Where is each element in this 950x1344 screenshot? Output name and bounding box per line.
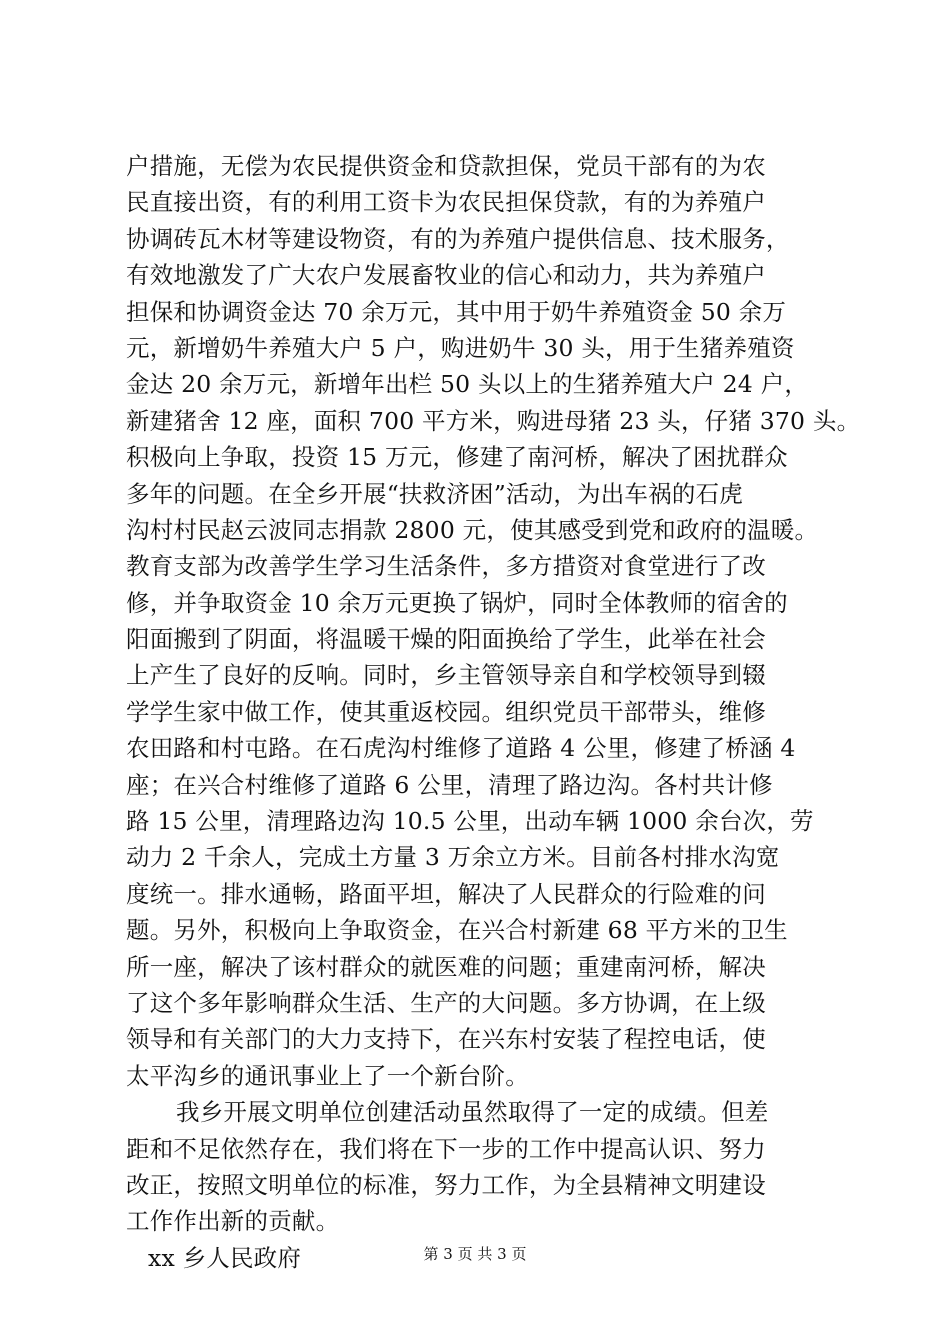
body-line: 路 15 公里，清理路边沟 10.5 公里，出动车辆 1000 余台次，劳 (126, 807, 814, 836)
body-line: 动力 2 千余人，完成土方量 3 万余立方米。目前各村排水沟宽 (126, 843, 780, 872)
body-line: 所一座，解决了该村群众的就医难的问题；重建南河桥，解决 (126, 952, 766, 981)
body-line: 题。另外，积极向上争取资金，在兴合村新建 68 平方米的卫生 (126, 916, 788, 945)
closing-paragraph-line: 距和不足依然存在，我们将在下一步的工作中提高认识、努力 (126, 1134, 766, 1163)
closing-paragraph-first-line: 我乡开展文明单位创建活动虽然取得了一定的成绩。但差 (176, 1098, 769, 1127)
body-line: 多年的问题。在全乡开展“扶救济困”活动，为出车祸的石虎 (126, 479, 743, 508)
body-line: 担保和协调资金达 70 余万元，其中用于奶牛养殖资金 50 余万 (126, 297, 787, 326)
body-line: 协调砖瓦木材等建设物资，有的为养殖户提供信息、技术服务， (126, 224, 790, 253)
body-line: 新建猪舍 12 座，面积 700 平方米，购进母猪 23 头，仔猪 370 头。 (126, 406, 861, 435)
body-line: 阳面搬到了阴面，将温暖干燥的阳面换给了学生，此举在社会 (126, 625, 766, 654)
body-line: 度统一。排水通畅，路面平坦，解决了人民群众的行险难的问 (126, 879, 766, 908)
body-line: 有效地激发了广大农户发展畜牧业的信心和动力，共为养殖户 (126, 261, 766, 290)
body-line: 学学生家中做工作，使其重返校园。组织党员干部带头，维修 (126, 697, 766, 726)
body-line: 元，新增奶牛养殖大户 5 户，购进奶牛 30 头，用于生猪养殖资 (126, 333, 795, 362)
body-line: 教育支部为改善学生学习生活条件，多方措资对食堂进行了改 (126, 552, 766, 581)
body-line: 金达 20 余万元，新增年出栏 50 头以上的生猪养殖大户 24 户， (126, 370, 809, 399)
body-line: 座；在兴合村维修了道路 6 公里，清理了路边沟。各村共计修 (126, 770, 773, 799)
signature: xx 乡人民政府 (148, 1243, 302, 1272)
page-number-footer: 第 3 页 共 3 页 (423, 1245, 527, 1263)
closing-paragraph-line: 改正，按照文明单位的标准，努力工作，为全县精神文明建设 (126, 1170, 766, 1199)
document-body (126, 148, 861, 1276)
body-line: 民直接出资，有的利用工资卡为农民担保贷款，有的为养殖户 (126, 188, 766, 217)
body-line: 了这个多年影响群众生活、生产的大问题。多方协调，在上级 (126, 988, 766, 1017)
body-line: 农田路和村屯路。在石虎沟村维修了道路 4 公里，修建了桥涵 4 (126, 734, 796, 763)
closing-paragraph-line: 工作作出新的贡献。 (126, 1207, 340, 1236)
body-line: 修，并争取资金 10 余万元更换了锅炉，同时全体教师的宿舍的 (126, 588, 788, 617)
body-line: 太平沟乡的通讯事业上了一个新台阶。 (126, 1061, 529, 1090)
body-line: 领导和有关部门的大力支持下，在兴东村安装了程控电话，使 (126, 1025, 766, 1054)
body-line: 沟村村民赵云波同志捐款 2800 元，使其感受到党和政府的温暖。 (126, 515, 819, 544)
body-line: 上产生了良好的反响。同时，乡主管领导亲自和学校领导到辍 (126, 661, 766, 690)
body-line: 户措施，无偿为农民提供资金和贷款担保，党员干部有的为农 (126, 152, 766, 180)
body-line: 积极向上争取，投资 15 万元，修建了南河桥，解决了困扰群众 (126, 443, 788, 472)
